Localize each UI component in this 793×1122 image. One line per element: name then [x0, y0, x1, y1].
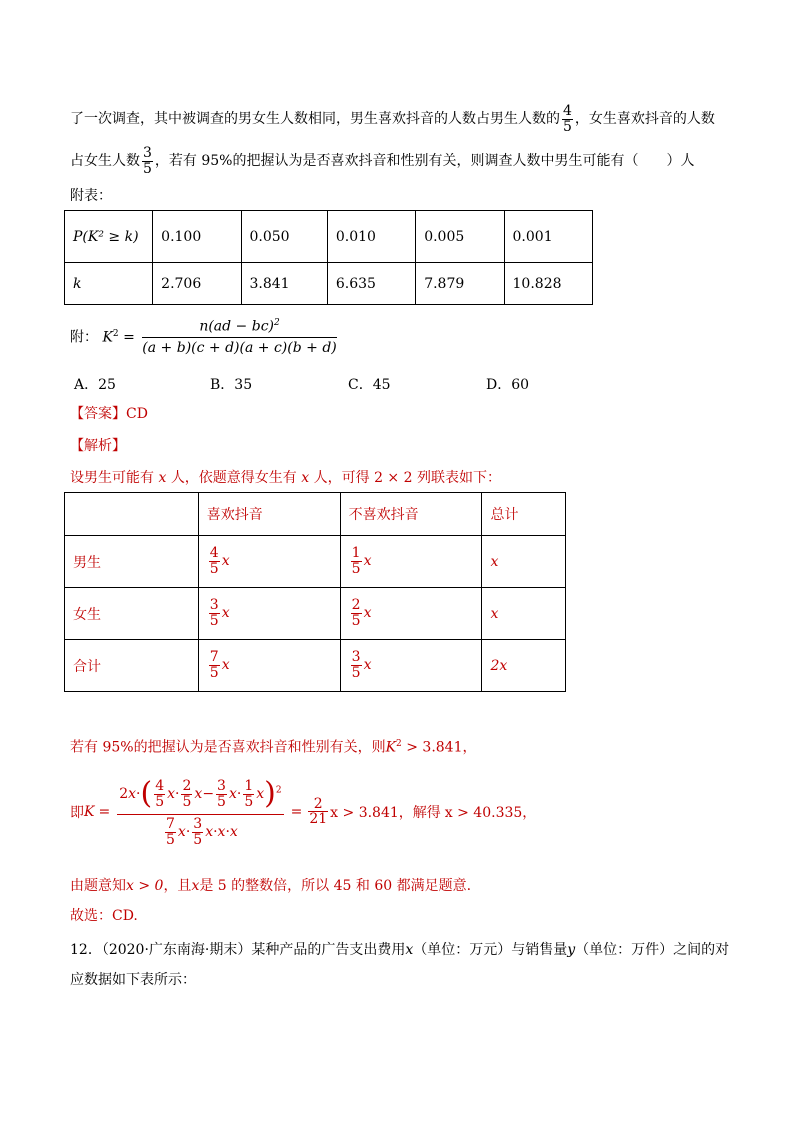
table-row: 女生 $\frac{3}{5}$ x $\frac{2}{5}$ x x: [65, 588, 566, 640]
fraction-3-5: $\frac{3}{5}$: [143, 145, 152, 177]
table-row: 喜欢抖音 不喜欢抖音 总计: [65, 493, 566, 536]
analysis-condition: 若有 95%的把握认为是否喜欢抖音和性别有关，则$K^2 > 3.841$，: [70, 739, 477, 756]
option-c: C．45: [348, 377, 391, 393]
analysis-conclusion: 由题意知x > 0，且x是 5 的整数倍，所以 45 和 60 都满足题意.: [70, 878, 472, 894]
chi-square-calculation-fraction: 2x·( $\frac{4}{5}$ x· $\frac{2}{5}$ x− $\frac{3}{5}$ x· $\frac{1}{5}$ x)$^2$ $\frac{7}{5}$ x· $\frac{3}{5}$ x·x·x: [119, 776, 282, 848]
analysis-calculation: 即 K = 2x·( $\frac{4}{5}$ x· $\frac{2}{5}$ x− $\frac{3}{5}$ x· $\frac{1}{5}$ x)$^2$ $\frac{7}{5}$ x· $\frac{3}{5}$ x·x·x = $\frac{2}{21}$ x > 3.841，解得 x > 40.335，: [70, 776, 537, 848]
question-text: ，女生喜欢抖音的人数: [574, 111, 715, 128]
option-b: B．35: [210, 377, 253, 393]
question-text: 了一次调查，其中被调查的男女生人数相同，男生喜欢抖音的人数占男生人数的: [70, 111, 560, 128]
question-line-2: 占女生人数 $\frac{3}{5}$ ，若有 95%的把握认为是否喜欢抖音和性别有关，则调查人数中男生可能有（ ）人: [70, 145, 695, 177]
next-question-line-1: 12．（2020·广东南海·期末）某种产品的广告支出费用x（单位：万元）与销售量y（单位：万件）之间的对: [70, 942, 730, 958]
option-a: A．25: [74, 377, 116, 393]
next-question-line-2: 应数据如下表所示：: [70, 972, 196, 988]
table-row: P(K² ≥ k) 0.100 0.050 0.010 0.005 0.001: [65, 211, 593, 263]
chi-square-formula: 附： $K^2$ = $\frac{n(ad - bc)^2}{(a + b)(c + d)(a + c)(b + d)}$: [70, 318, 337, 357]
table-header-cell: k: [65, 263, 153, 305]
analysis-intro: 设男生可能有 x 人，依题意得女生有 x 人，可得 2 × 2 列联表如下：: [70, 470, 501, 486]
table-header-cell: P(K² ≥ k): [65, 211, 153, 263]
appendix-label: 附表：: [70, 188, 112, 204]
question-line-1: [70, 104, 715, 134]
formula-fraction: $\frac{n(ad - bc)^2}{(a + b)(c + d)(a + c)(b + d)}$: [142, 318, 337, 357]
fraction-4-5: $\frac{4}{5}$: [563, 103, 572, 135]
table-row: k 2.706 3.841 6.635 7.879 10.828: [65, 263, 593, 305]
table-row: 合计 $\frac{7}{5}$ x $\frac{3}{5}$ x 2x: [65, 640, 566, 692]
answer-line: 【答案】CD: [70, 406, 148, 422]
critical-value-table: [64, 210, 593, 305]
analysis-final: 故选：CD.: [70, 908, 138, 924]
analysis-label: 【解析】: [70, 438, 126, 454]
option-d: D．60: [486, 377, 530, 393]
contingency-table: [64, 492, 566, 692]
table-row: 男生 $\frac{4}{5}$ x $\frac{1}{5}$ x x: [65, 536, 566, 588]
